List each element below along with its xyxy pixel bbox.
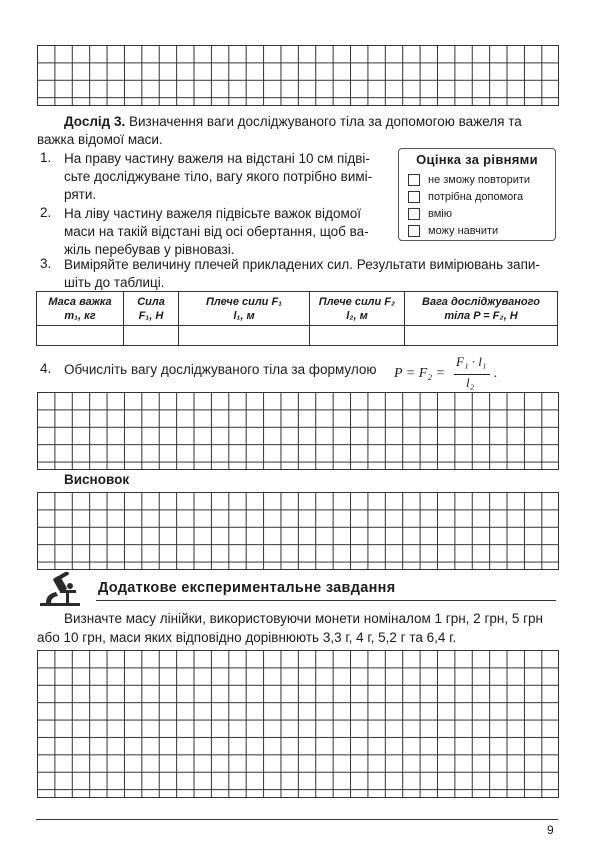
conclusion-label: Висновок <box>64 472 130 487</box>
table-header-line: Маса важка <box>48 295 112 308</box>
table-header-line: Сила <box>137 295 165 308</box>
formula-numerator: F₁ · l₁ <box>456 354 487 369</box>
footer-divider <box>36 819 558 820</box>
page-number: 9 <box>547 823 554 837</box>
step-number: 3. <box>40 256 52 271</box>
table-cell[interactable] <box>310 326 405 346</box>
formula-tail: . <box>494 366 498 381</box>
step-1-line: ряти. <box>64 187 97 202</box>
step-3-text <box>64 256 564 292</box>
checkbox[interactable] <box>408 208 420 220</box>
rating-title: Оцінка за рівнями <box>416 152 538 167</box>
table-row[interactable] <box>37 326 558 346</box>
table-header-cell <box>405 292 558 326</box>
table-header-cell <box>310 292 405 326</box>
step-3-line: Виміряйте величину плечей прикладених сил. Результати вимірювань запи- <box>64 257 540 272</box>
table-cell[interactable] <box>124 326 179 346</box>
answer-grid-calculation[interactable] <box>37 392 559 470</box>
rating-option[interactable] <box>408 224 498 238</box>
formula-lhs: P = F₂ = <box>394 366 446 381</box>
table-header-line: тіла P = F₂, Н <box>444 309 518 322</box>
table-header-cell <box>124 292 179 326</box>
rating-option-label: потрібна допомога <box>428 191 524 204</box>
rating-option-label: вмію <box>428 208 452 221</box>
extra-task-line: Визначте масу лінійки, використовуючи монети номіналом 1 грн, 2 грн, 5 грн <box>64 611 543 626</box>
step-1-text <box>64 150 394 204</box>
table-cell[interactable] <box>37 326 124 346</box>
answer-grid-extra[interactable] <box>37 650 559 798</box>
table-header-row <box>37 292 558 326</box>
table-header-line: l₁, м <box>233 309 255 322</box>
answer-grid-conclusion[interactable] <box>37 492 559 570</box>
table-cell[interactable] <box>405 326 558 346</box>
experiment-title-rest: Визначення ваги досліджуваного тіла за допомогою важеля та <box>125 114 522 129</box>
table-header-cell <box>179 292 310 326</box>
rating-option-label: не зможу повторити <box>428 174 531 187</box>
step-2-text <box>64 205 394 259</box>
experiment-title-bold: Дослід 3. <box>64 114 126 129</box>
extra-task-header <box>36 572 556 606</box>
table-header-line: Плече сили F₂ <box>318 295 396 308</box>
rating-option[interactable] <box>408 190 523 204</box>
experiment-title <box>64 113 564 132</box>
answer-grid-top[interactable] <box>37 45 559 106</box>
experiment-title-line2: важка відомої маси. <box>37 132 163 147</box>
table-cell[interactable] <box>179 326 310 346</box>
table-header-line: m₁, кг <box>64 309 96 322</box>
rating-option[interactable] <box>408 207 452 221</box>
checkbox[interactable] <box>408 191 420 203</box>
step-1-line: сьте досліджуване тіло, вагу якого потрібно вимі- <box>64 169 373 184</box>
step-2-line: маси на такій відстані від осі обертання, щоб ва- <box>64 224 369 239</box>
rating-option-label: можу навчити <box>428 225 499 238</box>
step-1-line: На праву частину важеля на відстані 10 см підві- <box>64 151 370 166</box>
step-2-line: жіль перебував у рівновазі. <box>64 242 235 257</box>
section-divider <box>96 600 556 601</box>
rating-box <box>398 148 556 241</box>
table-header-line: Плече сили F₁ <box>205 295 283 308</box>
extra-task-title: Додаткове експериментальне завдання <box>98 580 396 596</box>
rating-option[interactable] <box>408 173 530 187</box>
checkbox[interactable] <box>408 225 420 237</box>
table-header-line: Вага досліджуваного <box>422 295 540 308</box>
table-header-cell <box>37 292 124 326</box>
checkbox[interactable] <box>408 174 420 186</box>
formula-denominator: l₂ <box>466 375 475 390</box>
table-header-line: F₁, Н <box>138 309 164 322</box>
table-header-line: l₂, м <box>346 309 368 322</box>
measurements-table <box>36 291 558 346</box>
microscope-icon <box>36 572 92 606</box>
step-3-line: шіть до таблиці. <box>64 275 165 290</box>
step-number: 2. <box>40 205 52 220</box>
step-number: 4. <box>40 361 52 376</box>
step-4-text: Обчисліть вагу досліджуваного тіла за формулою <box>64 362 377 377</box>
step-2-line: На ліву частину важеля підвісьте важок відомої <box>64 206 361 221</box>
step-number: 1. <box>40 150 52 165</box>
extra-task-line: або 10 грн, маси яких відповідно дорівнюють 3,3 г, 4 г, 5,2 г та 6,4 г. <box>37 630 457 645</box>
